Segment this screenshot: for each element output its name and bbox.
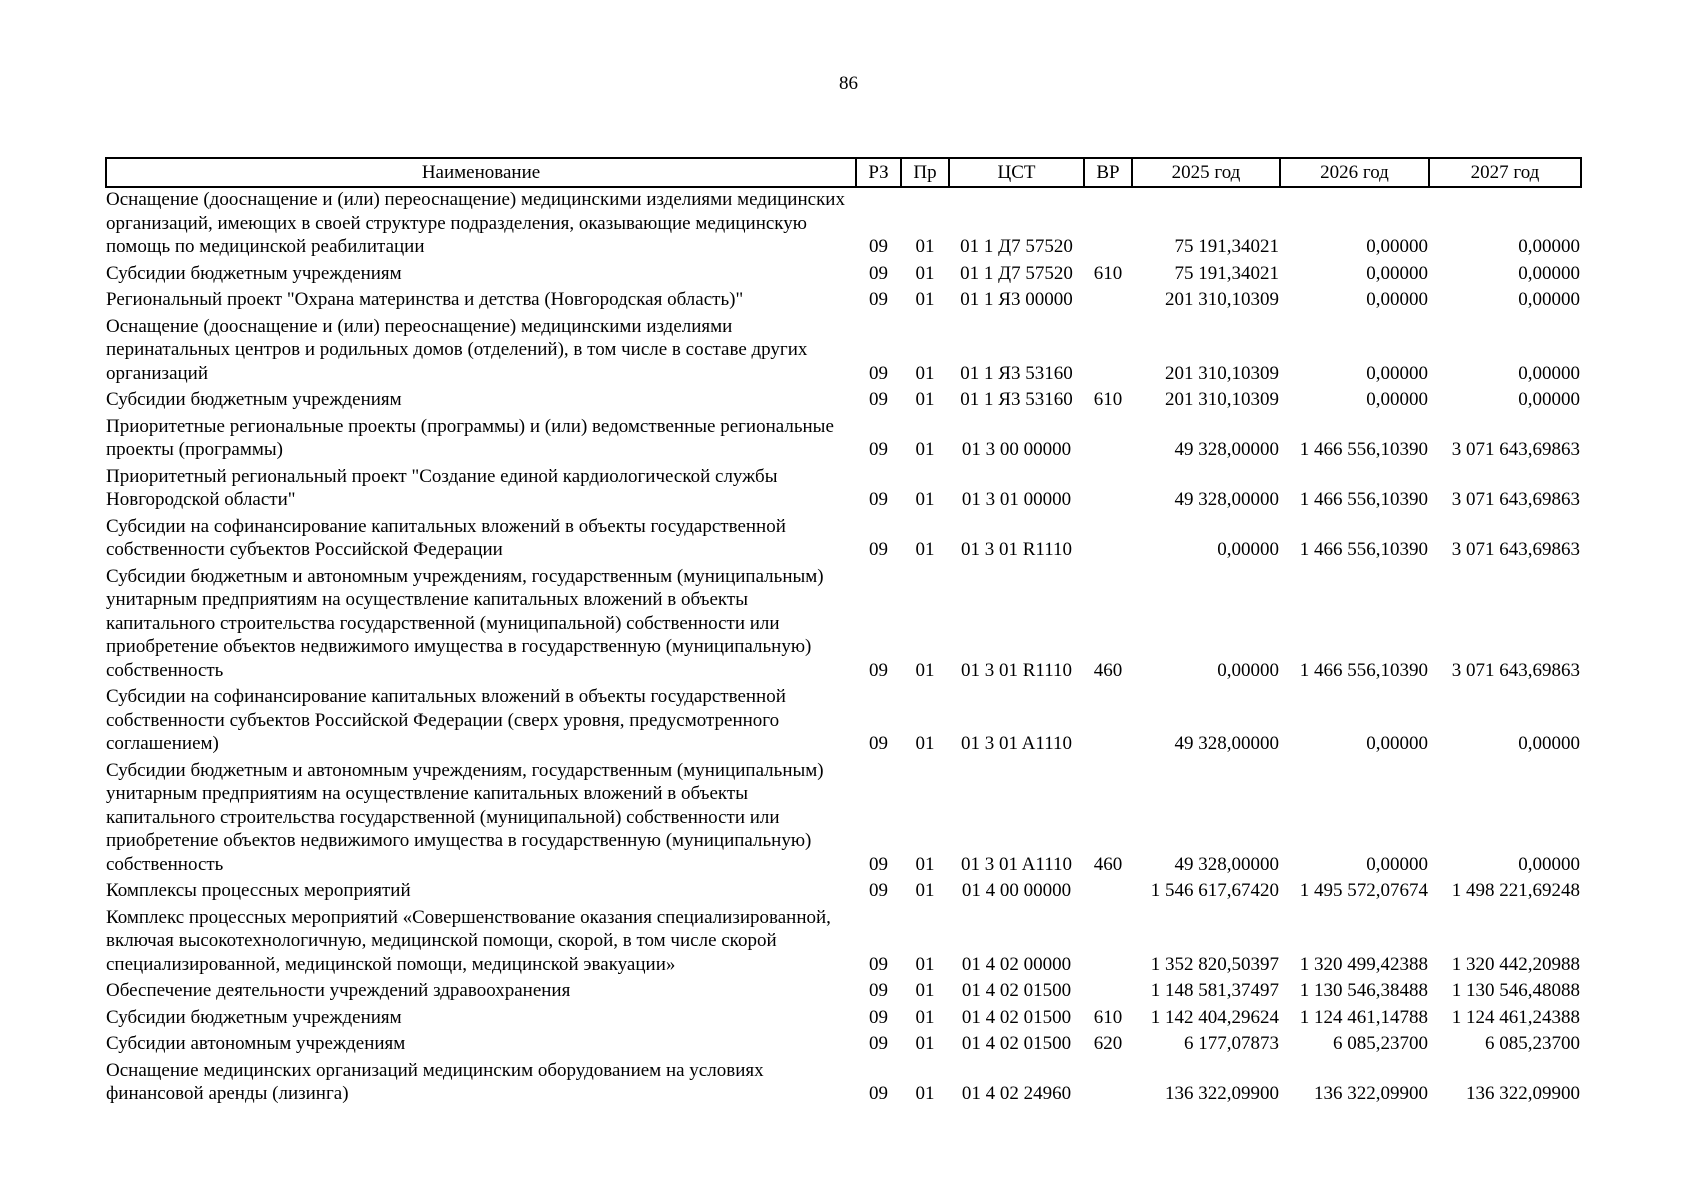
row-2027-cell: 3 071 643,69863 [1451,489,1580,510]
row-rz-cell: 09 [869,953,888,975]
row-2026-cell: 0,00000 [1366,362,1428,384]
row-rz-cell: 09 [869,289,888,310]
row-2025-cell: 49 328,00000 [1174,439,1279,460]
row-name-cell: Субсидии на софинансирование капитальных вложений в объекты государственной собственности субъектов Российской Федерации [106,515,786,560]
row-vr-cell: 460 [1093,659,1123,681]
row-2027-cell: 3 071 643,69863 [1451,539,1580,560]
row-2027-cell: 136 322,09900 [1466,1083,1580,1104]
row-rz-cell: 09 [869,659,888,681]
row-2027-cell: 0,00000 [1518,389,1580,410]
row-2025-cell: 49 328,00000 [1174,853,1279,875]
table-body [106,187,1581,1109]
row-2025-cell: 201 310,10309 [1165,389,1279,410]
header-pr: Пр [901,158,949,187]
row-2027-cell: 0,00000 [1518,853,1580,875]
row-2025-cell: 136 322,09900 [1165,1083,1279,1104]
row-cst-cell: 01 4 02 01500 [961,1033,1072,1054]
header-2027: 2027 год [1429,158,1581,187]
row-2026-cell: 0,00000 [1366,389,1428,410]
row-pr-cell: 01 [915,439,935,460]
row-2026-cell: 1 466 556,10390 [1299,489,1428,510]
row-2027-cell: 0,00000 [1518,733,1580,754]
table-row [106,979,1581,1006]
row-2025-cell: 75 191,34021 [1174,236,1279,257]
row-2026-cell: 0,00000 [1366,733,1428,754]
table-row [106,315,1581,389]
row-2026-cell: 1 320 499,42388 [1299,953,1428,975]
row-2026-cell: 136 322,09900 [1314,1083,1428,1104]
row-vr-cell [1084,187,1132,262]
row-rz-cell: 09 [869,853,888,875]
row-rz-cell: 09 [869,980,888,1001]
row-2025-cell: 6 177,07873 [1184,1033,1279,1054]
row-cst-cell: 01 3 01 R1110 [960,659,1072,681]
table-row [106,1032,1581,1059]
header-cst: ЦСТ [949,158,1084,187]
row-vr-cell [1084,465,1132,515]
row-2025-cell: 0,00000 [1217,539,1279,560]
row-rz-cell: 09 [869,262,888,284]
row-cst-cell: 01 4 02 00000 [961,953,1072,975]
row-vr-cell [1084,288,1132,315]
row-2027-cell: 1 498 221,69248 [1451,880,1580,901]
row-2025-cell: 201 310,10309 [1165,289,1279,310]
header-2026: 2026 год [1280,158,1429,187]
row-cst-cell: 01 3 01 R1110 [960,539,1072,560]
row-2027-cell: 0,00000 [1518,262,1580,284]
row-rz-cell: 09 [869,362,888,384]
row-name-cell: Субсидии бюджетным и автономным учреждениям, государственным (муниципальным) унитарным предприятиям на осуществление капитальных вложений в объекты капитального строительства государственной (муниципальной) собственности или приобретение объектов недвижимого имущества в государственную (муниципальную) собственность [106,759,824,875]
row-cst-cell: 01 4 02 01500 [961,980,1072,1001]
row-2025-cell: 1 546 617,67420 [1150,880,1279,901]
row-name-cell: Субсидии бюджетным и автономным учреждениям, государственным (муниципальным) унитарным предприятиям на осуществление капитальных вложений в объекты капитального строительства государственной (муниципальной) собственности или приобретение объектов недвижимого имущества в государственную (муниципальную) собственность [106,565,824,681]
row-cst-cell: 01 1 Я3 53160 [960,362,1073,384]
row-2026-cell: 0,00000 [1366,236,1428,257]
row-2025-cell: 49 328,00000 [1174,733,1279,754]
row-name-cell: Приоритетные региональные проекты (программы) и (или) ведомственные региональные проекты (программы) [106,415,834,460]
row-2025-cell: 1 142 404,29624 [1150,1006,1279,1028]
table-row [106,415,1581,465]
row-2026-cell: 1 466 556,10390 [1299,439,1428,460]
row-2026-cell: 0,00000 [1366,262,1428,284]
row-rz-cell: 09 [869,439,888,460]
row-2027-cell: 1 124 461,24388 [1451,1006,1580,1028]
row-pr-cell: 01 [915,980,935,1001]
row-cst-cell: 01 3 01 A1110 [960,733,1072,754]
row-cst-cell: 01 1 Я3 53160 [960,389,1073,410]
row-pr-cell: 01 [915,362,935,384]
row-pr-cell: 01 [915,236,935,257]
row-2026-cell: 1 466 556,10390 [1299,539,1428,560]
row-pr-cell: 01 [915,289,935,310]
table-row [106,515,1581,565]
row-name-cell: Оснащение (дооснащение и (или) переоснащение) медицинскими изделиями перинатальных центров и родильных домов (отделений), в том числе в составе других организаций [106,315,808,384]
table-row [106,565,1581,686]
row-pr-cell: 01 [915,389,935,410]
row-name-cell: Субсидии бюджетным учреждениям [106,262,402,284]
row-vr-cell [1084,415,1132,465]
row-name-cell: Приоритетный региональный проект "Создание единой кардиологической службы Новгородской области" [106,465,778,510]
table-row [106,759,1581,880]
row-2027-cell: 0,00000 [1518,236,1580,257]
row-2027-cell: 1 130 546,48088 [1451,980,1580,1001]
row-2027-cell: 3 071 643,69863 [1451,659,1580,681]
row-vr-cell [1084,879,1132,906]
row-rz-cell: 09 [869,880,888,901]
row-rz-cell: 09 [869,389,888,410]
row-vr-cell: 610 [1093,262,1123,284]
row-2026-cell: 1 495 572,07674 [1299,880,1428,901]
row-pr-cell: 01 [915,262,935,284]
row-name-cell: Комплексы процессных мероприятий [106,880,411,901]
row-pr-cell: 01 [915,953,935,975]
row-pr-cell: 01 [915,880,935,901]
row-rz-cell: 09 [869,1083,888,1104]
row-2025-cell: 201 310,10309 [1165,362,1279,384]
row-name-cell: Оснащение медицинских организаций медицинским оборудованием на условиях финансовой аренды (лизинга) [106,1059,764,1104]
row-2025-cell: 1 148 581,37497 [1150,980,1279,1001]
row-pr-cell: 01 [915,853,935,875]
row-name-cell: Субсидии на софинансирование капитальных вложений в объекты государственной собственности субъектов Российской Федерации (сверх уровня, предусмотренного соглашением) [106,686,786,754]
row-2026-cell: 1 124 461,14788 [1299,1006,1428,1028]
row-cst-cell: 01 3 01 A1110 [960,853,1072,875]
row-pr-cell: 01 [915,733,935,754]
table-row [106,288,1581,315]
row-2026-cell: 1 466 556,10390 [1299,659,1428,681]
row-2027-cell: 1 320 442,20988 [1451,953,1580,975]
row-rz-cell: 09 [869,236,888,257]
row-name-cell: Комплекс процессных мероприятий «Совершенствование оказания специализированной, включая высокотехнологичную, медицинской помощи, скорой, в том числе скорой специализированной, медицинской помощи, медицинской эвакуации» [106,906,831,975]
row-name-cell: Субсидии бюджетным учреждениям [106,1006,402,1028]
row-pr-cell: 01 [915,1083,935,1104]
table-row [106,465,1581,515]
row-vr-cell [1084,685,1132,759]
row-2026-cell: 0,00000 [1366,853,1428,875]
row-name-cell: Региональный проект "Охрана материнства и детства (Новгородская область)" [106,289,744,310]
row-cst-cell: 01 4 02 01500 [961,1006,1072,1028]
row-name-cell: Оснащение (дооснащение и (или) переоснащение) медицинскими изделиями медицинских организаций, имеющих в своей структуре подразделения, оказывающие медицинскую помощь по медицинской реабилитации [106,189,845,257]
row-2027-cell: 6 085,23700 [1485,1033,1580,1054]
row-vr-cell [1084,1059,1132,1109]
row-vr-cell: 620 [1093,1033,1123,1054]
table-row [106,1059,1581,1109]
row-cst-cell: 01 3 00 00000 [961,439,1072,460]
row-vr-cell: 610 [1093,389,1123,410]
table-row [106,1006,1581,1033]
row-pr-cell: 01 [915,659,935,681]
row-vr-cell: 610 [1093,1006,1123,1028]
header-vr: ВР [1084,158,1132,187]
table-row [106,187,1581,262]
row-cst-cell: 01 4 02 24960 [961,1083,1072,1104]
row-2025-cell: 49 328,00000 [1174,489,1279,510]
row-2027-cell: 3 071 643,69863 [1451,439,1580,460]
row-cst-cell: 01 1 Д7 57520 [960,262,1073,284]
row-cst-cell: 01 1 Д7 57520 [960,236,1073,257]
row-vr-cell [1084,515,1132,565]
row-2025-cell: 0,00000 [1217,659,1279,681]
page-number: 86 [839,73,858,94]
row-vr-cell [1084,315,1132,389]
row-name-cell: Субсидии бюджетным учреждениям [106,389,402,410]
row-rz-cell: 09 [869,489,888,510]
row-2025-cell: 75 191,34021 [1174,262,1279,284]
row-2025-cell: 1 352 820,50397 [1150,953,1279,975]
budget-table [105,157,1582,1109]
row-pr-cell: 01 [915,1033,935,1054]
header-2025: 2025 год [1132,158,1280,187]
row-rz-cell: 09 [869,1006,888,1028]
row-rz-cell: 09 [869,539,888,560]
row-name-cell: Обеспечение деятельности учреждений здравоохранения [106,980,571,1001]
row-pr-cell: 01 [915,1006,935,1028]
row-rz-cell: 09 [869,1033,888,1054]
row-2026-cell: 6 085,23700 [1333,1033,1428,1054]
row-pr-cell: 01 [915,539,935,560]
row-vr-cell [1084,979,1132,1006]
header-name: Наименование [106,158,856,187]
row-name-cell: Субсидии автономным учреждениям [106,1033,406,1054]
row-2026-cell: 0,00000 [1366,289,1428,310]
row-rz-cell: 09 [869,733,888,754]
table-row [106,879,1581,906]
row-vr-cell [1084,906,1132,980]
row-2027-cell: 0,00000 [1518,362,1580,384]
table-row [106,388,1581,415]
row-2027-cell: 0,00000 [1518,289,1580,310]
header-rz: РЗ [856,158,901,187]
row-vr-cell: 460 [1093,853,1123,875]
row-cst-cell: 01 3 01 00000 [961,489,1072,510]
table-row [106,906,1581,980]
table-row [106,685,1581,759]
table-header-row [106,158,1581,187]
row-cst-cell: 01 1 Я3 00000 [960,289,1073,310]
row-2026-cell: 1 130 546,38488 [1299,980,1428,1001]
table-row [106,262,1581,289]
row-cst-cell: 01 4 00 00000 [961,880,1072,901]
row-pr-cell: 01 [915,489,935,510]
